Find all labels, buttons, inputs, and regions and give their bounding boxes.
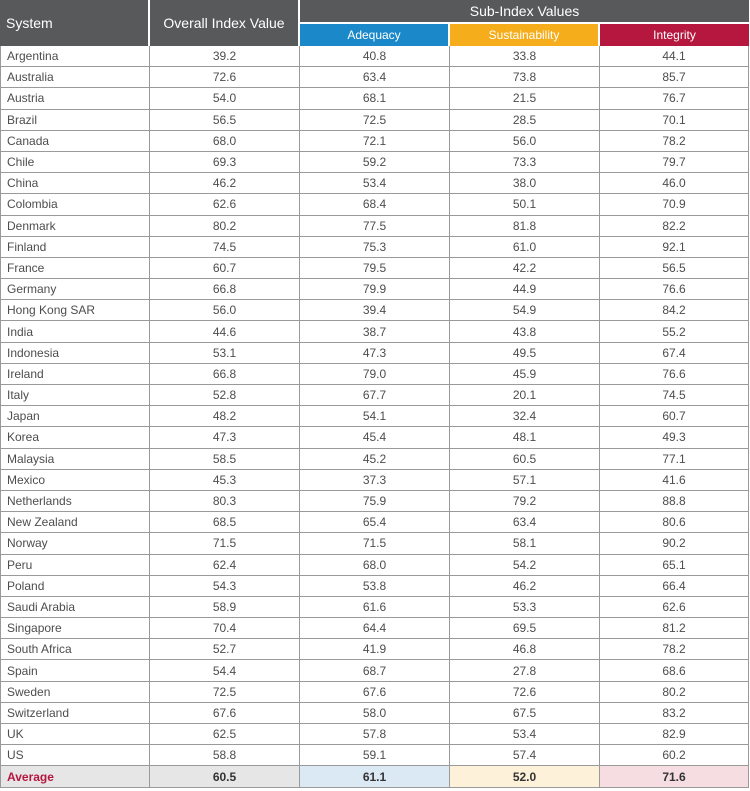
integrity-cell: 65.1 [600, 555, 749, 576]
sustainability-cell: 42.2 [450, 258, 600, 279]
sustainability-cell: 32.4 [450, 406, 600, 427]
system-cell: Netherlands [0, 491, 150, 512]
sustainability-cell: 72.6 [450, 682, 600, 703]
integrity-cell: 84.2 [600, 300, 749, 321]
system-cell: Switzerland [0, 703, 150, 724]
overall-cell: 54.4 [150, 660, 300, 681]
overall-cell: 67.6 [150, 703, 300, 724]
integrity-cell: 46.0 [600, 173, 749, 194]
table-row [0, 385, 749, 406]
overall-cell: 47.3 [150, 427, 300, 448]
integrity-cell: 80.2 [600, 682, 749, 703]
table-row [0, 576, 749, 597]
table-row [0, 131, 749, 152]
table-row [0, 470, 749, 491]
integrity-cell: 56.5 [600, 258, 749, 279]
table-row [0, 491, 749, 512]
system-cell: Poland [0, 576, 150, 597]
integrity-cell: 44.1 [600, 46, 749, 67]
integrity-cell: 82.9 [600, 724, 749, 745]
overall-cell: 71.5 [150, 533, 300, 554]
table-row [0, 173, 749, 194]
adequacy-cell: 75.3 [300, 237, 450, 258]
sustainability-cell: 69.5 [450, 618, 600, 639]
sustainability-cell: 58.1 [450, 533, 600, 554]
adequacy-cell: 77.5 [300, 216, 450, 237]
sustainability-cell: 73.8 [450, 67, 600, 88]
overall-cell: 52.7 [150, 639, 300, 660]
overall-cell: 60.7 [150, 258, 300, 279]
table-row [0, 110, 749, 131]
overall-cell: 53.1 [150, 343, 300, 364]
system-cell: Canada [0, 131, 150, 152]
table-row [0, 152, 749, 173]
integrity-cell: 76.6 [600, 279, 749, 300]
adequacy-cell: 53.8 [300, 576, 450, 597]
sustainability-cell: 79.2 [450, 491, 600, 512]
integrity-column-header: Integrity [600, 24, 749, 46]
system-cell: Brazil [0, 110, 150, 131]
table-row [0, 533, 749, 554]
sustainability-cell: 27.8 [450, 660, 600, 681]
system-cell: Ireland [0, 364, 150, 385]
overall-cell: 70.4 [150, 618, 300, 639]
adequacy-cell: 59.2 [300, 152, 450, 173]
integrity-cell: 92.1 [600, 237, 749, 258]
sustainability-cell: 46.8 [450, 639, 600, 660]
overall-cell: 46.2 [150, 173, 300, 194]
sustainability-cell: 54.9 [450, 300, 600, 321]
adequacy-cell: 72.5 [300, 110, 450, 131]
average-sustainability-cell: 52.0 [450, 766, 600, 788]
table-row [0, 597, 749, 618]
table-row [0, 406, 749, 427]
sustainability-cell: 50.1 [450, 194, 600, 215]
adequacy-cell: 75.9 [300, 491, 450, 512]
overall-cell: 72.6 [150, 67, 300, 88]
sustainability-cell: 57.4 [450, 745, 600, 766]
system-cell: Australia [0, 67, 150, 88]
system-cell: US [0, 745, 150, 766]
sustainability-cell: 38.0 [450, 173, 600, 194]
adequacy-cell: 68.7 [300, 660, 450, 681]
adequacy-cell: 79.5 [300, 258, 450, 279]
integrity-cell: 55.2 [600, 321, 749, 342]
adequacy-cell: 63.4 [300, 67, 450, 88]
overall-cell: 45.3 [150, 470, 300, 491]
table-row [0, 639, 749, 660]
table-row [0, 279, 749, 300]
table-row [0, 67, 749, 88]
sustainability-cell: 56.0 [450, 131, 600, 152]
average-overall-cell: 60.5 [150, 766, 300, 788]
integrity-cell: 62.6 [600, 597, 749, 618]
adequacy-column-header: Adequacy [300, 24, 450, 46]
adequacy-cell: 58.0 [300, 703, 450, 724]
system-cell: Korea [0, 427, 150, 448]
adequacy-cell: 68.1 [300, 88, 450, 109]
sustainability-cell: 57.1 [450, 470, 600, 491]
integrity-cell: 76.7 [600, 88, 749, 109]
overall-cell: 80.2 [150, 216, 300, 237]
system-cell: Hong Kong SAR [0, 300, 150, 321]
integrity-cell: 66.4 [600, 576, 749, 597]
sustainability-cell: 48.1 [450, 427, 600, 448]
system-cell: India [0, 321, 150, 342]
overall-cell: 72.5 [150, 682, 300, 703]
average-integrity-cell: 71.6 [600, 766, 749, 788]
system-cell: Denmark [0, 216, 150, 237]
system-cell: Italy [0, 385, 150, 406]
adequacy-cell: 39.4 [300, 300, 450, 321]
adequacy-cell: 68.4 [300, 194, 450, 215]
overall-cell: 58.9 [150, 597, 300, 618]
integrity-cell: 41.6 [600, 470, 749, 491]
adequacy-cell: 53.4 [300, 173, 450, 194]
integrity-cell: 60.2 [600, 745, 749, 766]
adequacy-cell: 40.8 [300, 46, 450, 67]
overall-cell: 62.5 [150, 724, 300, 745]
adequacy-cell: 45.2 [300, 449, 450, 470]
system-cell: UK [0, 724, 150, 745]
table-row [0, 703, 749, 724]
system-cell: China [0, 173, 150, 194]
adequacy-cell: 79.0 [300, 364, 450, 385]
sustainability-cell: 81.8 [450, 216, 600, 237]
integrity-cell: 67.4 [600, 343, 749, 364]
adequacy-cell: 37.3 [300, 470, 450, 491]
system-cell: Singapore [0, 618, 150, 639]
system-cell: Colombia [0, 194, 150, 215]
system-cell: Germany [0, 279, 150, 300]
integrity-cell: 49.3 [600, 427, 749, 448]
system-cell: New Zealand [0, 512, 150, 533]
integrity-cell: 85.7 [600, 67, 749, 88]
sustainability-cell: 60.5 [450, 449, 600, 470]
integrity-cell: 74.5 [600, 385, 749, 406]
overall-cell: 66.8 [150, 364, 300, 385]
sustainability-cell: 63.4 [450, 512, 600, 533]
table-body [0, 46, 749, 788]
integrity-cell: 77.1 [600, 449, 749, 470]
sustainability-cell: 21.5 [450, 88, 600, 109]
integrity-cell: 83.2 [600, 703, 749, 724]
table-row [0, 343, 749, 364]
integrity-cell: 70.9 [600, 194, 749, 215]
overall-cell: 62.4 [150, 555, 300, 576]
sustainability-cell: 67.5 [450, 703, 600, 724]
sustainability-cell: 61.0 [450, 237, 600, 258]
system-cell: Mexico [0, 470, 150, 491]
adequacy-cell: 68.0 [300, 555, 450, 576]
adequacy-cell: 72.1 [300, 131, 450, 152]
sustainability-cell: 53.4 [450, 724, 600, 745]
table-row [0, 660, 749, 681]
adequacy-cell: 41.9 [300, 639, 450, 660]
adequacy-cell: 61.6 [300, 597, 450, 618]
sustainability-cell: 33.8 [450, 46, 600, 67]
table-row [0, 618, 749, 639]
average-row [0, 766, 749, 788]
integrity-cell: 76.6 [600, 364, 749, 385]
overall-cell: 48.2 [150, 406, 300, 427]
overall-cell: 58.5 [150, 449, 300, 470]
integrity-cell: 60.7 [600, 406, 749, 427]
adequacy-cell: 54.1 [300, 406, 450, 427]
adequacy-cell: 67.7 [300, 385, 450, 406]
overall-cell: 68.5 [150, 512, 300, 533]
adequacy-cell: 65.4 [300, 512, 450, 533]
system-cell: Japan [0, 406, 150, 427]
sustainability-cell: 28.5 [450, 110, 600, 131]
overall-cell: 74.5 [150, 237, 300, 258]
integrity-cell: 88.8 [600, 491, 749, 512]
system-cell: Chile [0, 152, 150, 173]
adequacy-cell: 67.6 [300, 682, 450, 703]
adequacy-cell: 47.3 [300, 343, 450, 364]
adequacy-cell: 59.1 [300, 745, 450, 766]
overall-cell: 66.8 [150, 279, 300, 300]
sustainability-cell: 53.3 [450, 597, 600, 618]
table-row [0, 258, 749, 279]
adequacy-cell: 79.9 [300, 279, 450, 300]
overall-cell: 56.5 [150, 110, 300, 131]
sustainability-cell: 45.9 [450, 364, 600, 385]
sub-index-group-header: Sub-Index Values [300, 0, 749, 24]
system-column-header: System [0, 0, 150, 46]
table-row [0, 46, 749, 67]
system-cell: Finland [0, 237, 150, 258]
overall-cell: 54.0 [150, 88, 300, 109]
system-cell: South Africa [0, 639, 150, 660]
system-cell: Austria [0, 88, 150, 109]
overall-cell: 56.0 [150, 300, 300, 321]
overall-cell: 62.6 [150, 194, 300, 215]
integrity-cell: 78.2 [600, 131, 749, 152]
adequacy-cell: 64.4 [300, 618, 450, 639]
sustainability-cell: 44.9 [450, 279, 600, 300]
table-row [0, 194, 749, 215]
table-row [0, 512, 749, 533]
system-cell: Peru [0, 555, 150, 576]
integrity-cell: 79.7 [600, 152, 749, 173]
table-row [0, 364, 749, 385]
integrity-cell: 68.6 [600, 660, 749, 681]
sustainability-column-header: Sustainability [450, 24, 600, 46]
average-label: Average [0, 766, 150, 788]
table-row [0, 216, 749, 237]
integrity-cell: 80.6 [600, 512, 749, 533]
table-row [0, 88, 749, 109]
system-cell: Spain [0, 660, 150, 681]
integrity-cell: 81.2 [600, 618, 749, 639]
system-cell: France [0, 258, 150, 279]
sustainability-cell: 54.2 [450, 555, 600, 576]
system-cell: Malaysia [0, 449, 150, 470]
system-cell: Indonesia [0, 343, 150, 364]
overall-cell: 80.3 [150, 491, 300, 512]
table-row [0, 682, 749, 703]
adequacy-cell: 38.7 [300, 321, 450, 342]
table-row [0, 427, 749, 448]
table-row [0, 555, 749, 576]
integrity-cell: 82.2 [600, 216, 749, 237]
overall-cell: 39.2 [150, 46, 300, 67]
table-row [0, 449, 749, 470]
overall-cell: 54.3 [150, 576, 300, 597]
average-adequacy-cell: 61.1 [300, 766, 450, 788]
sustainability-cell: 49.5 [450, 343, 600, 364]
adequacy-cell: 45.4 [300, 427, 450, 448]
overall-index-column-header: Overall Index Value [150, 0, 300, 46]
table-row [0, 321, 749, 342]
overall-cell: 69.3 [150, 152, 300, 173]
integrity-cell: 90.2 [600, 533, 749, 554]
overall-cell: 44.6 [150, 321, 300, 342]
sustainability-cell: 43.8 [450, 321, 600, 342]
system-cell: Saudi Arabia [0, 597, 150, 618]
adequacy-cell: 57.8 [300, 724, 450, 745]
sustainability-cell: 46.2 [450, 576, 600, 597]
table-row [0, 745, 749, 766]
overall-cell: 58.8 [150, 745, 300, 766]
sustainability-cell: 20.1 [450, 385, 600, 406]
system-cell: Norway [0, 533, 150, 554]
integrity-cell: 70.1 [600, 110, 749, 131]
overall-cell: 68.0 [150, 131, 300, 152]
table-header [0, 0, 749, 46]
table-row [0, 237, 749, 258]
table-row [0, 724, 749, 745]
integrity-cell: 78.2 [600, 639, 749, 660]
system-cell: Sweden [0, 682, 150, 703]
overall-cell: 52.8 [150, 385, 300, 406]
adequacy-cell: 71.5 [300, 533, 450, 554]
sustainability-cell: 73.3 [450, 152, 600, 173]
table-row [0, 300, 749, 321]
system-cell: Argentina [0, 46, 150, 67]
